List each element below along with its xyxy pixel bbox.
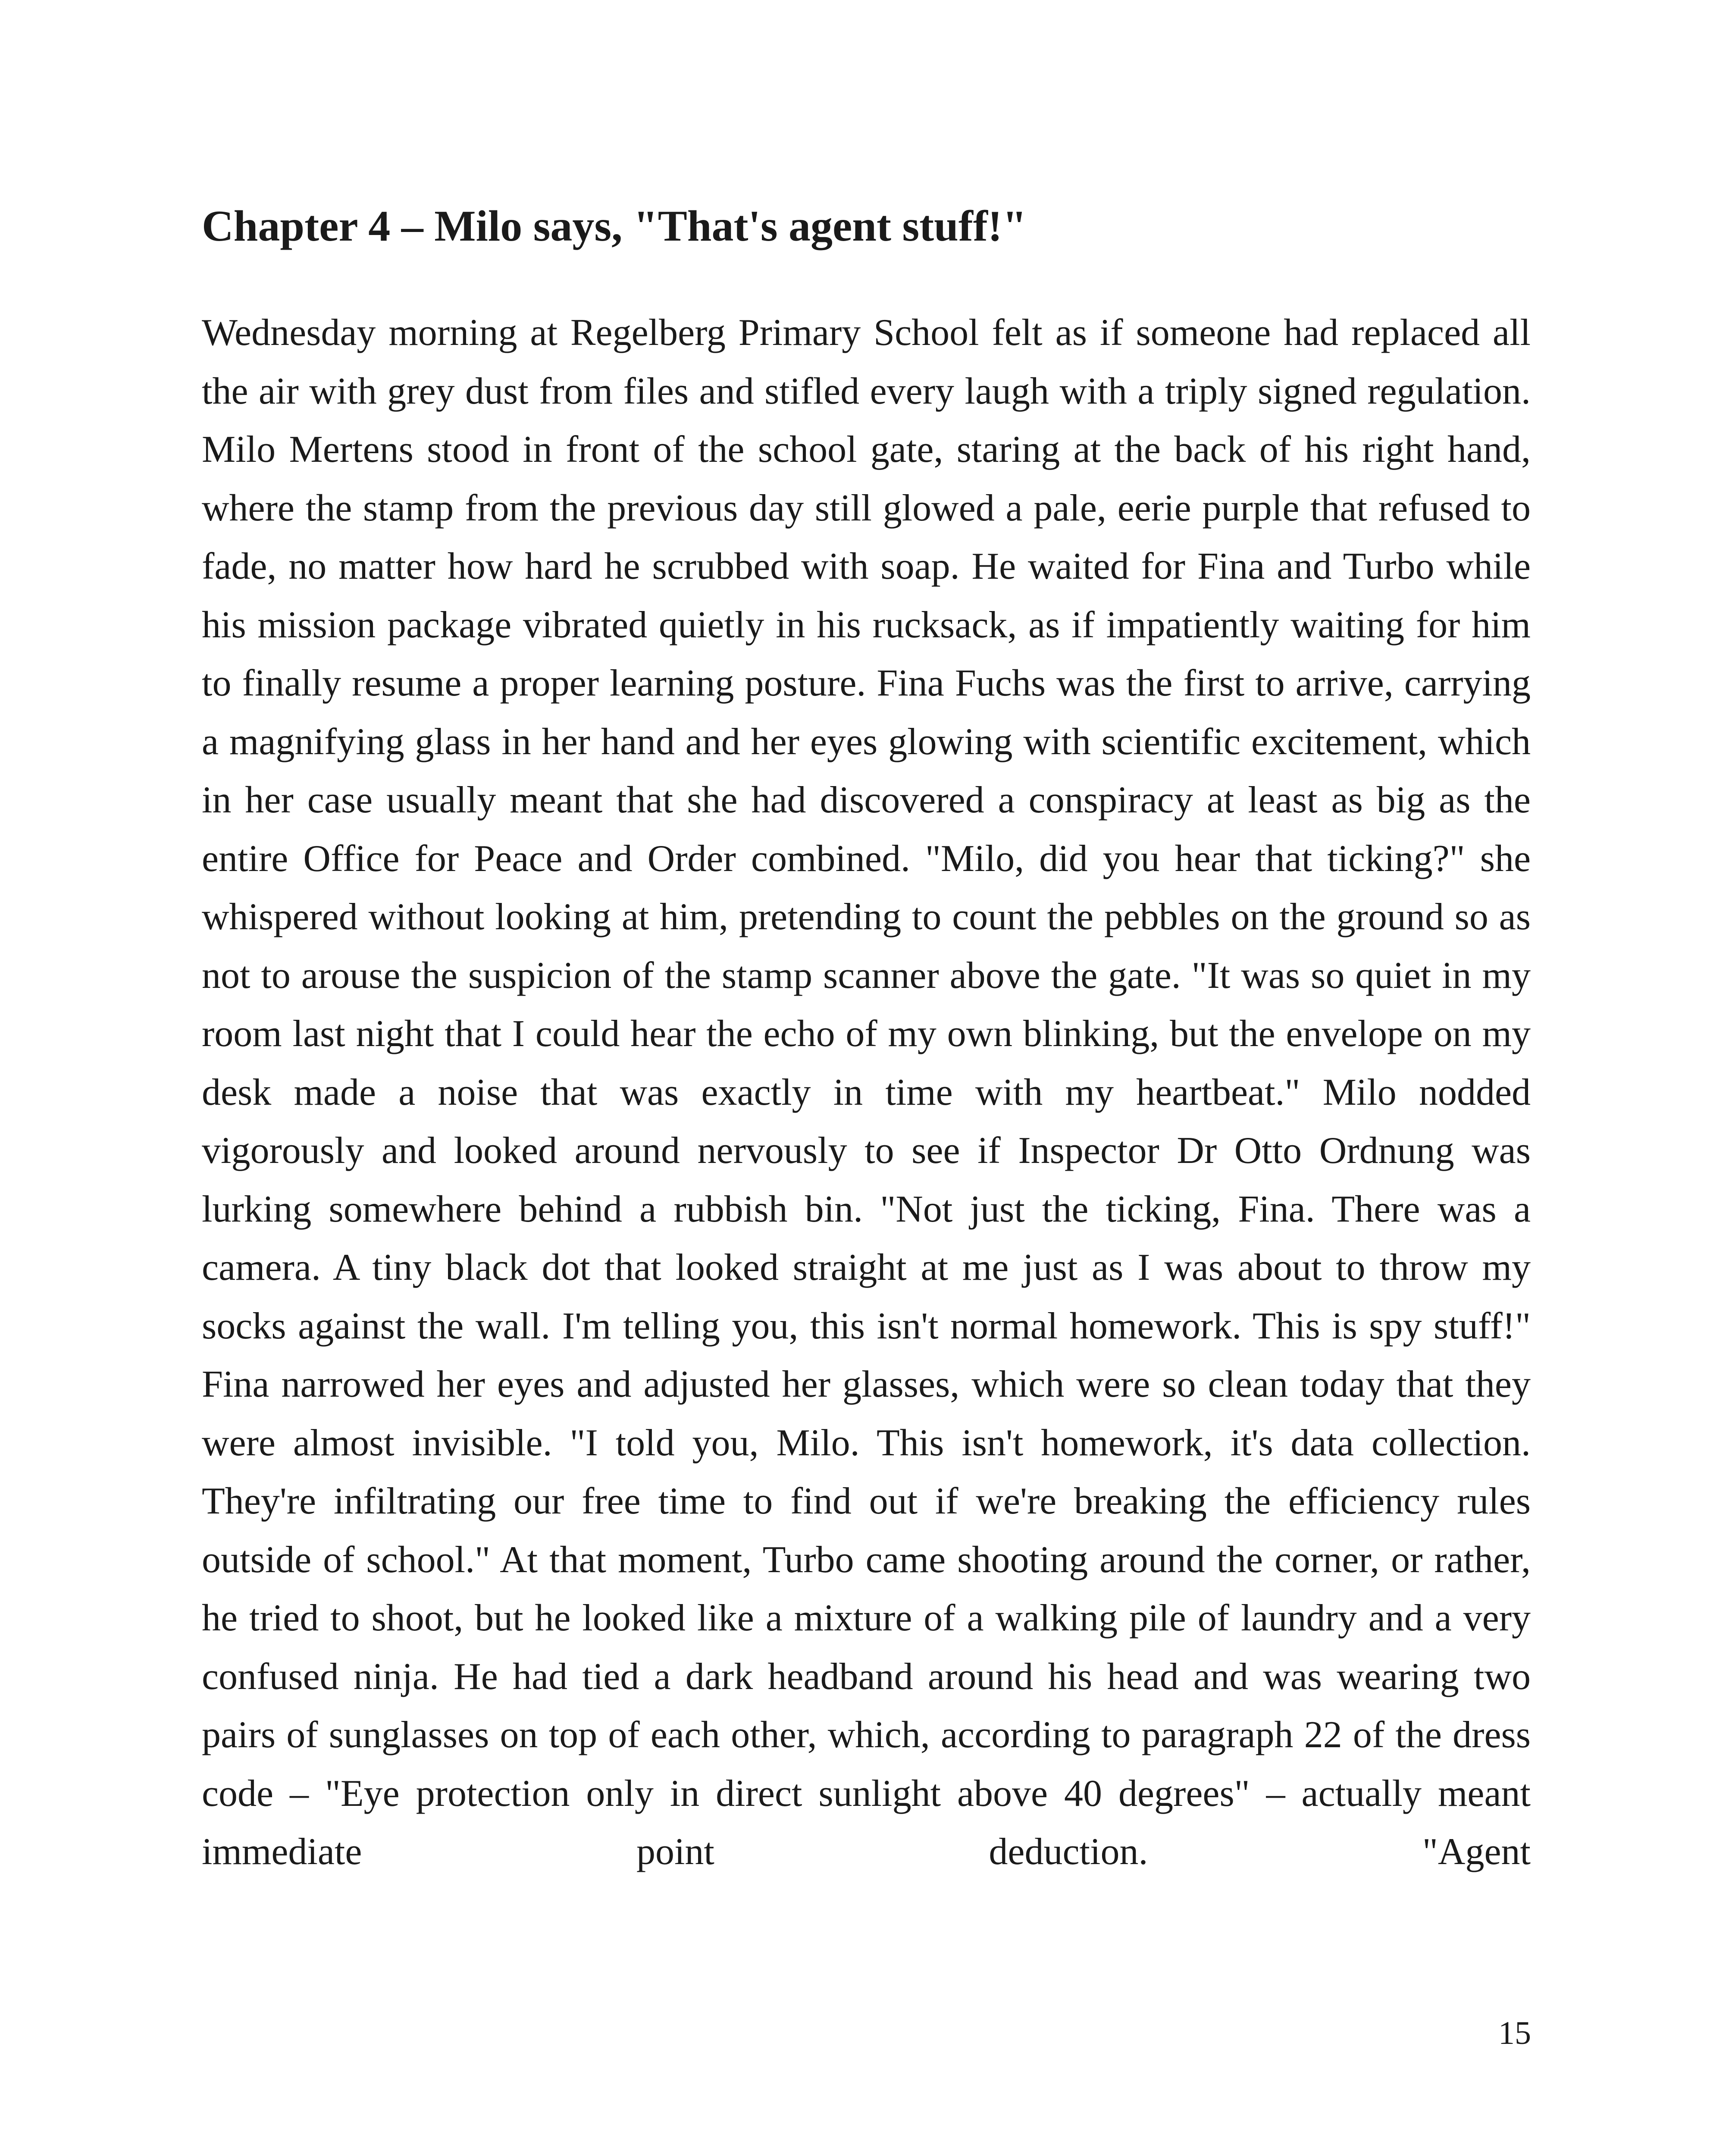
page-number: 15	[1498, 2015, 1531, 2051]
body-paragraph: Wednesday morning at Regelberg Primary School felt as if someone had replaced all the air with grey dust from files and stifled every laugh with a triply signed regulation. Milo Mertens stood in front of the school gate, staring at the back of his right hand, where the stamp from the previous day still glowed a pale, eerie purple that refused to fade, no matter how hard he scrubbed with soap. He waited for Fina and Turbo while his mission package vibrated quietly in his rucksack, as if impatiently waiting for him to finally resume a proper learning posture. Fina Fuchs was the first to arrive, carrying a magnifying glass in her hand and her eyes glowing with scientific excitement, which in her case usually meant that she had discovered a conspiracy at least as big as the entire Office for Peace and Order combined. "Milo, did you hear that ticking?" she whispered without looking at him, pretending to count the pebbles on the ground so as not to arouse the suspicion of the stamp scanner above the gate. "It was so quiet in my room last night that I could hear the echo of my own blinking, but the envelope on my desk made a noise that was exactly in time with my heartbeat." Milo nodded vigorously and looked around nervously to see if Inspector Dr Otto Ordnung was lurking somewhere behind a rubbish bin. "Not just the ticking, Fina. There was a camera. A tiny black dot that looked straight at me just as I was about to throw my socks against the wall. I'm telling you, this isn't normal homework. This is spy stuff!" Fina narrowed her eyes and adjusted her glasses, which were so clean today that they were almost invisible. "I told you, Milo. This isn't homework, it's data collection. They're infiltrating our free time to find out if we're breaking the efficiency rules outside of school." At that moment, Turbo came shooting around the corner, or rather, he tried to shoot, but he looked like a mixture of a walking pile of laundry and a very confused ninja. He had tied a dark headband around his head and was wearing two pairs of sunglasses on top of each other, which, according to paragraph 22 of the dress code – "Eye protection only in direct sunlight above 40 degrees" – actually meant immediate point deduction. "Agent	[202, 312, 1531, 1873]
chapter-title: Chapter 4 – Milo says, "That's agent stuff!"	[202, 202, 1027, 251]
